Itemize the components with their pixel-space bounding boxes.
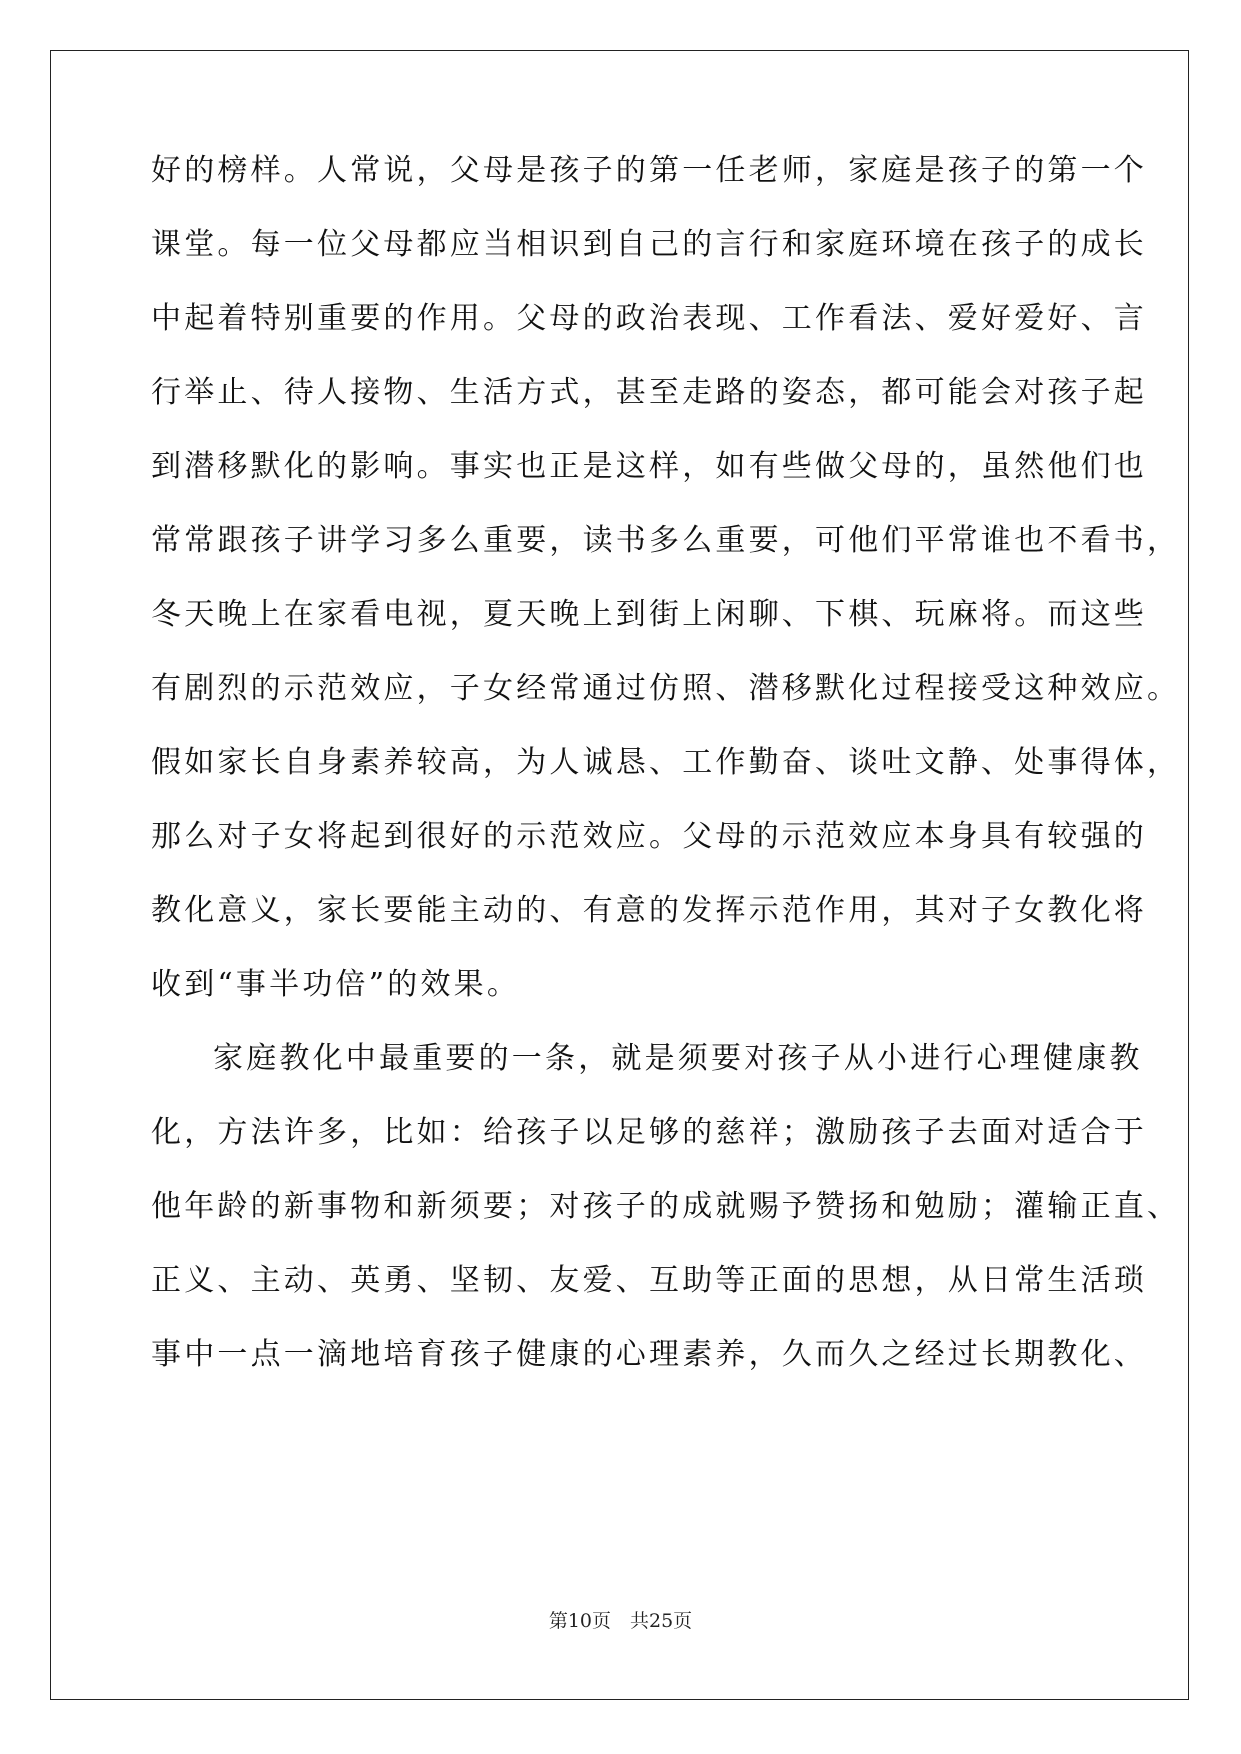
text-line: 他年龄的新事物和新须要；对孩子的成就赐予赞扬和勉励；灌输正直、 xyxy=(151,1189,1181,1224)
paragraph-indent-line: 家庭教化中最重要的一条，就是须要对孩子从小进行心理健康教 xyxy=(213,1041,1143,1076)
text-line: 教化意义，家长要能主动的、有意的发挥示范作用，其对子女教化将 xyxy=(151,893,1147,928)
text-line: 化，方法许多，比如：给孩子以足够的慈祥；激励孩子去面对适合于 xyxy=(151,1115,1147,1150)
text-line: 行举止、待人接物、生活方式，甚至走路的姿态，都可能会对孩子起 xyxy=(151,375,1147,410)
text-line: 假如家长自身素养较高，为人诚恳、工作勤奋、谈吐文静、处事得体， xyxy=(151,745,1181,780)
page-border xyxy=(50,50,1189,1700)
page-number-label: 第10页 共25页 xyxy=(548,1610,693,1632)
text-line: 课堂。每一位父母都应当相识到自己的言行和家庭环境在孩子的成长 xyxy=(151,227,1147,262)
text-line: 事中一点一滴地培育孩子健康的心理素养，久而久之经过长期教化、 xyxy=(151,1337,1147,1372)
page-footer xyxy=(0,1609,1241,1633)
text-line: 常常跟孩子讲学习多么重要，读书多么重要，可他们平常谁也不看书， xyxy=(151,523,1181,558)
text-line: 好的榜样。人常说，父母是孩子的第一任老师，家庭是孩子的第一个 xyxy=(151,153,1147,188)
text-line: 正义、主动、英勇、坚韧、友爱、互助等正面的思想，从日常生活琐 xyxy=(151,1263,1147,1298)
text-line: 有剧烈的示范效应，子女经常通过仿照、潜移默化过程接受这种效应。 xyxy=(151,671,1181,706)
text-line: 到潜移默化的影响。事实也正是这样，如有些做父母的，虽然他们也 xyxy=(151,449,1147,484)
text-line: 收到“事半功倍”的效果。 xyxy=(151,967,521,1002)
text-line: 冬天晚上在家看电视，夏天晚上到街上闲聊、下棋、玩麻将。而这些 xyxy=(151,597,1147,632)
text-line: 那么对子女将起到很好的示范效应。父母的示范效应本身具有较强的 xyxy=(151,819,1147,854)
text-line: 中起着特别重要的作用。父母的政治表现、工作看法、爱好爱好、言 xyxy=(151,301,1147,336)
